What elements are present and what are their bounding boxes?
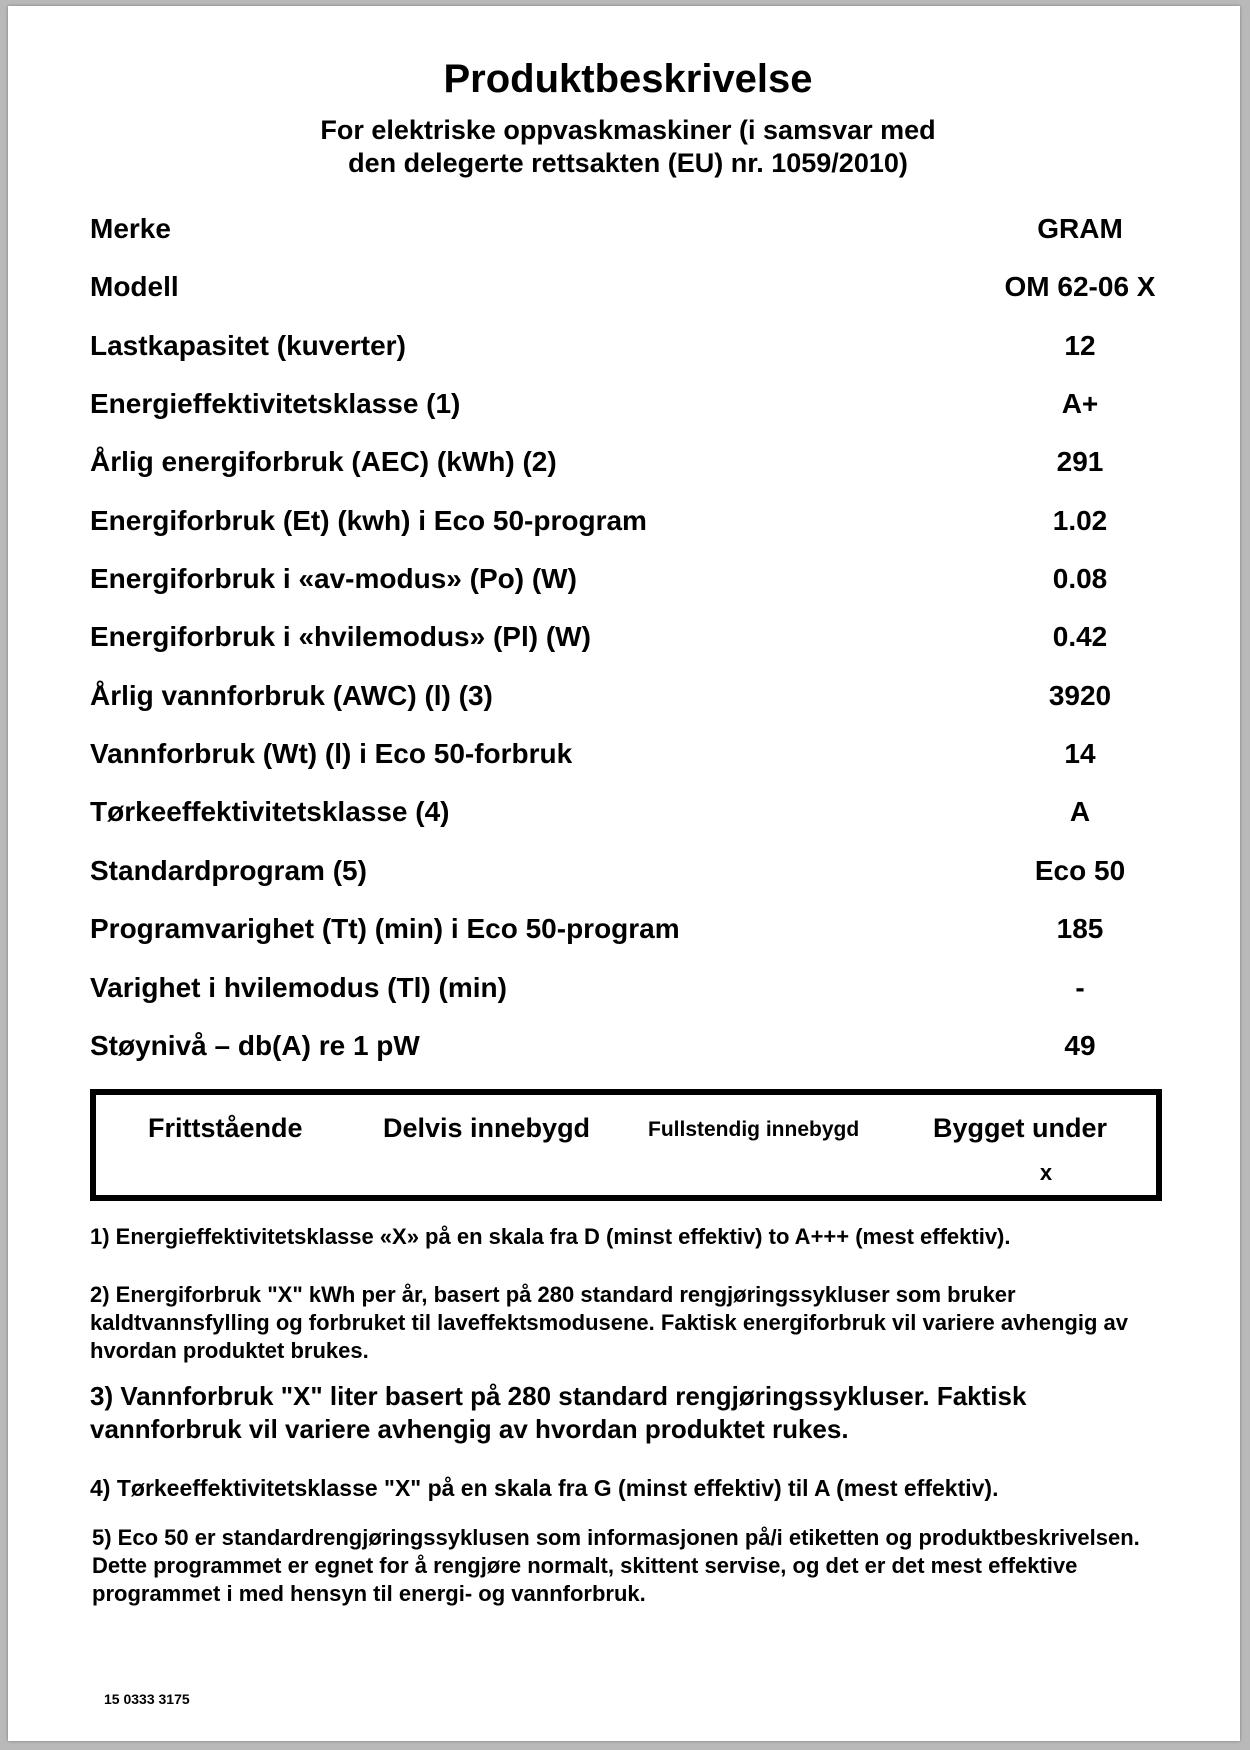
spec-row-noise bbox=[90, 1026, 1170, 1066]
installation-type-box bbox=[90, 1089, 1162, 1201]
spec-value: 12 bbox=[1064, 330, 1096, 361]
spec-label: Lastkapasitet (kuverter) bbox=[90, 330, 406, 361]
spec-row-model bbox=[90, 267, 1170, 307]
spec-label: Modell bbox=[90, 271, 179, 302]
spec-row-left-on-mode bbox=[90, 617, 1170, 657]
spec-row-cycle-water bbox=[90, 734, 1170, 774]
spec-label: Energieffektivitetsklasse (1) bbox=[90, 388, 461, 419]
document-page bbox=[8, 6, 1240, 1741]
spec-value: 0.42 bbox=[1052, 621, 1108, 652]
spec-value: 49 bbox=[1064, 1030, 1096, 1061]
spec-value: 0.08 bbox=[1052, 563, 1108, 594]
spec-value: 1.02 bbox=[1052, 505, 1108, 536]
selected-mark: x bbox=[1039, 1160, 1053, 1185]
spec-label: Årlig energiforbruk (AEC) (kWh) (2) bbox=[90, 446, 557, 477]
spec-label: Merke bbox=[90, 213, 171, 244]
spec-row-standard-program bbox=[90, 851, 1170, 891]
footnote-4: 4) Tørkeeffektivitetsklasse "X" på en skala fra G (minst effektiv) til A (mest effektiv). bbox=[90, 1475, 999, 1501]
spec-row-brand bbox=[90, 209, 1170, 249]
footnote-5: 5) Eco 50 er standardrengjøringssyklusen som informasjonen på/i etiketten og produktbeskrivelsen. Dette programmet er egnet for å rengjøre normalt, skittent servise, og det er det mest effektive programmet i med hensyn til energi- og vannforbruk. bbox=[92, 1525, 1140, 1606]
spec-value: Eco 50 bbox=[1034, 855, 1126, 886]
footnote-3: 3) Vannforbruk "X" liter basert på 280 standard rengjøringssykluser. Faktisk vannforbruk vil variere avhengig av hvordan produktet rukes. bbox=[90, 1381, 1027, 1444]
spec-label: Årlig vannforbruk (AWC) (l) (3) bbox=[90, 680, 493, 711]
spec-value: OM 62-06 X bbox=[1004, 271, 1156, 302]
spec-row-off-mode bbox=[90, 559, 1170, 599]
subtitle-line-1: For elektriske oppvaskmaskiner (i samsvar med bbox=[320, 115, 936, 145]
spec-label: Energiforbruk i «hvilemodus» (Pl) (W) bbox=[90, 621, 591, 652]
spec-row-energy-class bbox=[90, 384, 1170, 424]
spec-row-program-duration bbox=[90, 909, 1170, 949]
spec-value: 185 bbox=[1056, 913, 1104, 944]
option-freestanding: Frittstående bbox=[148, 1113, 303, 1143]
spec-label: Standardprogram (5) bbox=[90, 855, 367, 886]
document-number: 15 0333 3175 bbox=[104, 1691, 190, 1707]
option-semi-integrated: Delvis innebygd bbox=[383, 1113, 591, 1143]
footnote-1: 1) Energieffektivitetsklasse «X» på en skala fra D (minst effektiv) to A+++ (mest effektiv). bbox=[90, 1224, 1011, 1249]
spec-label: Energiforbruk i «av-modus» (Po) (W) bbox=[90, 563, 577, 594]
spec-label: Energiforbruk (Et) (kwh) i Eco 50-program bbox=[90, 505, 647, 536]
spec-row-annual-energy bbox=[90, 442, 1170, 482]
spec-value: 291 bbox=[1056, 446, 1104, 477]
spec-label: Støynivå – db(A) re 1 pW bbox=[90, 1030, 420, 1061]
spec-row-capacity bbox=[90, 326, 1170, 366]
option-built-under: Bygget under bbox=[933, 1113, 1108, 1143]
spec-value: A+ bbox=[1061, 388, 1099, 419]
spec-label: Vannforbruk (Wt) (l) i Eco 50-forbruk bbox=[90, 738, 573, 769]
option-fully-integrated: Fullstendig innebygd bbox=[648, 1118, 860, 1141]
subtitle-line-2: den delegerte rettsakten (EU) nr. 1059/2010) bbox=[348, 148, 908, 178]
spec-label: Programvarighet (Tt) (min) i Eco 50-program bbox=[90, 913, 680, 944]
page-subtitle bbox=[8, 114, 1248, 180]
spec-row-drying-class bbox=[90, 792, 1170, 832]
spec-row-annual-water bbox=[90, 676, 1170, 716]
spec-value: GRAM bbox=[1037, 213, 1123, 244]
page-title: Produktbeskrivelse bbox=[443, 57, 813, 101]
spec-value: A bbox=[1069, 796, 1091, 827]
spec-row-left-on-duration bbox=[90, 968, 1170, 1008]
spec-value: - bbox=[1075, 972, 1085, 1003]
spec-label: Varighet i hvilemodus (Tl) (min) bbox=[90, 972, 507, 1003]
spec-value: 3920 bbox=[1048, 680, 1112, 711]
spec-row-cycle-energy bbox=[90, 501, 1170, 541]
spec-value: 14 bbox=[1064, 738, 1096, 769]
footnote-2: 2) Energiforbruk "X" kWh per år, basert på 280 standard rengjøringssykluser som bruker kaldtvannsfylling og forbruket til laveffektsmodusene. Faktisk energiforbruk vil variere avhengig av hvordan produktet brukes. bbox=[90, 1282, 1128, 1363]
spec-label: Tørkeeffektivitetsklasse (4) bbox=[90, 796, 450, 827]
